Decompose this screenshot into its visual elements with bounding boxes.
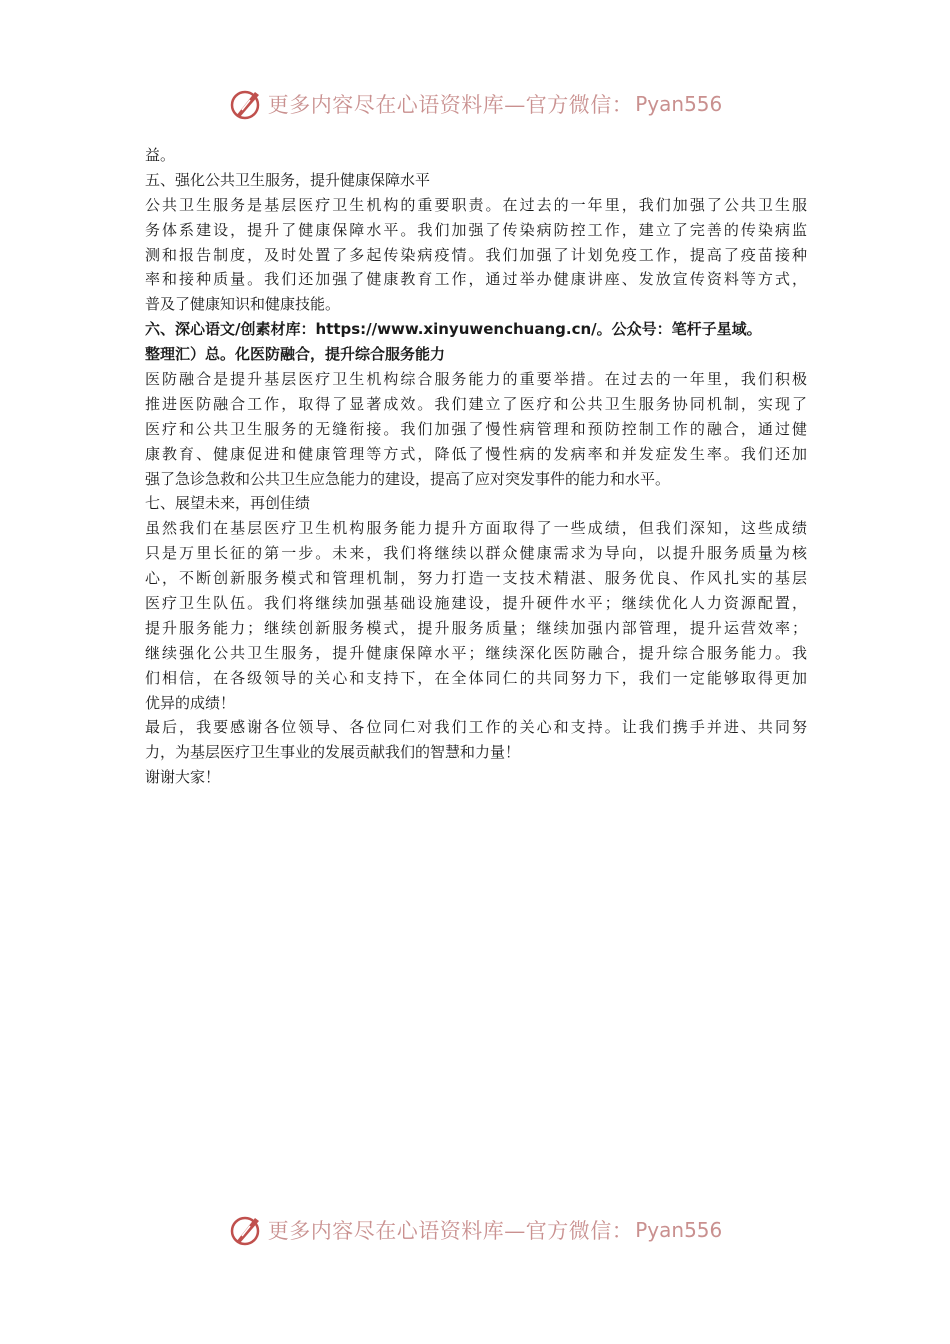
quill-logo-icon <box>228 1212 264 1248</box>
paragraph-line: 推进医防融合工作，取得了显著成效。我们建立了医疗和公共卫生服务协同机制，实现了 <box>145 394 807 413</box>
watermark-text: 更多内容尽在心语资料库—官方微信： <box>267 1219 634 1243</box>
paragraph-line: 只是万里长征的第一步。未来，我们将继续以群众健康需求为导向，以提升服务质量为核 <box>145 544 807 563</box>
paragraph-line: 优异的成绩！ <box>145 693 236 712</box>
paragraph-line: 率和接种质量。我们还加强了健康教育工作，通过举办健康讲座、发放宣传资料等方式， <box>145 270 807 289</box>
section-heading-5: 五、强化公共卫生服务，提升健康保障水平 <box>145 170 431 189</box>
paragraph-line: 力，为基层医疗卫生事业的发展贡献我们的智慧和力量！ <box>145 743 521 762</box>
paragraph-line: 强了急诊急救和公共卫生应急能力的建设，提高了应对突发事件的能力和水平。 <box>145 469 671 488</box>
quill-logo-icon <box>228 86 264 122</box>
paragraph-line: 提升服务能力；继续创新服务模式，提升服务质量；继续加强内部管理，提升运营效率； <box>145 618 807 637</box>
section-heading-6-line2: 整理汇）总。化医防融合，提升综合服务能力 <box>145 345 446 364</box>
paragraph-line: 康教育、健康促进和健康管理等方式，降低了慢性病的发病率和并发症发生率。我们还加 <box>145 444 807 463</box>
paragraph-line: 最后，我要感谢各位领导、各位同仁对我们工作的关心和支持。让我们携手并进、共同努 <box>145 718 807 737</box>
paragraph-line: 医疗卫生队伍。我们将继续加强基础设施建设，提升硬件水平；继续优化人力资源配置， <box>145 594 807 613</box>
paragraph-line: 继续强化公共卫生服务，提升健康保障水平；继续深化医防融合，提升综合服务能力。我 <box>145 643 807 662</box>
watermark-wechat-id: Pyan556 <box>635 92 723 116</box>
document-body <box>145 143 807 790</box>
paragraph-line: 务体系建设，提升了健康保障水平。我们加强了传染病防控工作，建立了完善的传染病监 <box>145 220 807 239</box>
paragraph-line: 虽然我们在基层医疗卫生机构服务能力提升方面取得了一些成绩，但我们深知，这些成绩 <box>145 519 807 538</box>
header-watermark <box>0 84 950 124</box>
paragraph-line: 益。 <box>145 146 176 164</box>
paragraph-line: 普及了健康知识和健康技能。 <box>145 295 341 314</box>
section-heading-6-line1: 六、深心语文/创素材库：https://www.xinyuwenchuang.cn/。公众号：笔杆子星域。 <box>145 320 762 339</box>
paragraph-line: 公共卫生服务是基层医疗卫生机构的重要职责。在过去的一年里，我们加强了公共卫生服 <box>145 195 807 214</box>
paragraph-line: 心，不断创新服务模式和管理机制，努力打造一支技术精湛、服务优良、作风扎实的基层 <box>145 569 807 588</box>
closing-line: 谢谢大家！ <box>145 768 221 787</box>
watermark-wechat-id: Pyan556 <box>635 1218 723 1242</box>
watermark-text: 更多内容尽在心语资料库—官方微信： <box>267 93 634 117</box>
paragraph-line: 医疗和公共卫生服务的无缝衔接。我们加强了慢性病管理和预防控制工作的融合，通过健 <box>145 419 807 438</box>
section-heading-7: 七、展望未来，再创佳绩 <box>145 494 311 513</box>
paragraph-line: 医防融合是提升基层医疗卫生机构综合服务能力的重要举措。在过去的一年里，我们积极 <box>145 370 807 389</box>
footer-watermark <box>0 1210 950 1250</box>
paragraph-line: 测和报告制度，及时处置了多起传染病疫情。我们加强了计划免疫工作，提高了疫苗接种 <box>145 245 807 264</box>
paragraph-line: 们相信，在各级领导的关心和支持下，在全体同仁的共同努力下，我们一定能够取得更加 <box>145 668 807 687</box>
